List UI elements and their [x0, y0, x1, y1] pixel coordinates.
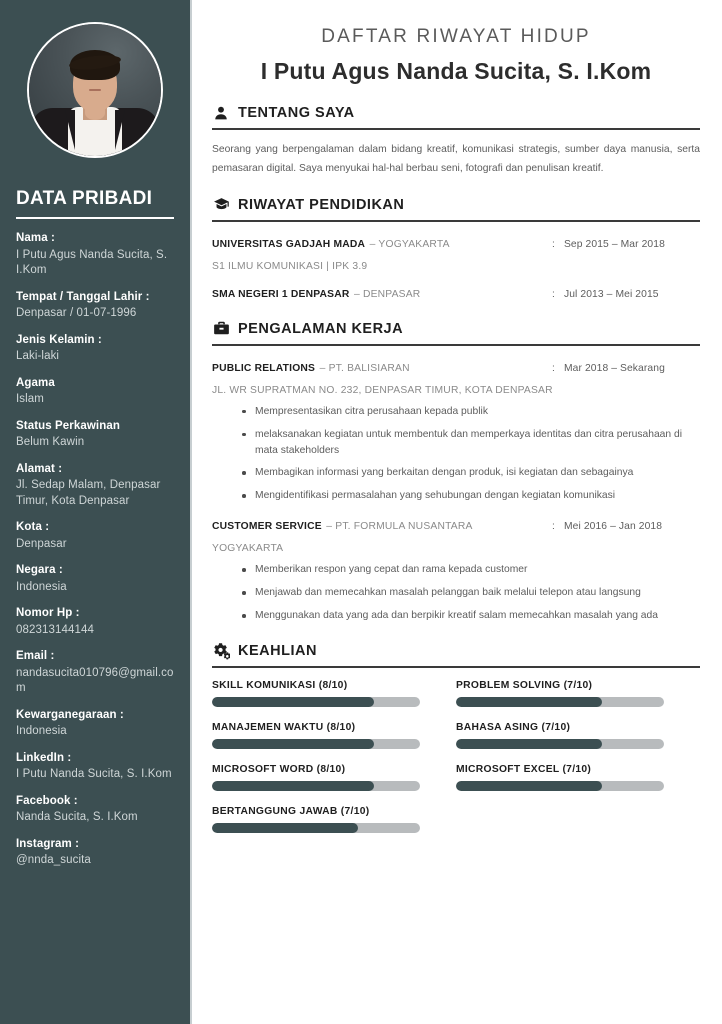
- list-item: [16, 563, 174, 595]
- field-value: 082313144144: [16, 623, 94, 636]
- sidebar: [0, 0, 190, 1024]
- field-value: Indonesia: [16, 580, 67, 593]
- entry-place: – PT. FORMULA NUSANTARA: [326, 521, 473, 533]
- avatar: [27, 22, 163, 158]
- entry-colon: :: [552, 238, 555, 250]
- list-item: Membagikan informasi yang berkaitan dengan produk, isi kegiatan dan sebagainya: [242, 465, 700, 481]
- main-content: [190, 0, 722, 1024]
- gears-icon: [212, 642, 230, 660]
- section-title: TENTANG SAYA: [238, 104, 355, 121]
- skill-progress-track: [212, 739, 420, 749]
- list-item: Mempresentasikan citra perusahaan kepada publik: [242, 404, 700, 420]
- list-item: Mengidentifikasi permasalahan yang sehubungan dengan kegiatan komunikasi: [242, 488, 700, 504]
- entry-colon: :: [552, 521, 555, 533]
- field-label: Alamat :: [16, 462, 63, 475]
- entry-colon: :: [552, 288, 555, 300]
- list-item: [16, 231, 174, 279]
- entry-colon: :: [552, 362, 555, 374]
- entry-org: UNIVERSITAS GADJAH MADA: [212, 238, 366, 250]
- list-item: [16, 520, 174, 552]
- field-label: Agama: [16, 376, 55, 389]
- list-item: Menjawab dan memecahkan masalah pelanggan baik melalui telepon atau langsung: [242, 585, 700, 601]
- list-item: [16, 794, 174, 826]
- field-label: Status Perkawinan: [16, 419, 120, 432]
- skill-item: [456, 764, 700, 791]
- skill-progress-fill: [456, 739, 602, 749]
- skill-label: BERTANGGUNG JAWAB (7/10): [212, 806, 370, 818]
- list-item: [16, 419, 174, 451]
- field-value: Jl. Sedap Malam, Denpasar Timur, Kota Denpasar: [16, 479, 161, 507]
- divider: [212, 344, 700, 346]
- entry-date-text: Sep 2015 – Mar 2018: [563, 238, 665, 250]
- entry-org: SMA NEGERI 1 DENPASAR: [212, 288, 350, 300]
- entry-place: – PT. BALISIARAN: [319, 362, 410, 374]
- field-label: Nomor Hp :: [16, 607, 80, 620]
- entry-date: [552, 289, 700, 300]
- field-label: Kewarganegaraan :: [16, 708, 124, 721]
- sidebar-title: DATA PRIBADI: [16, 188, 174, 219]
- divider: [212, 128, 700, 130]
- section-skills: [212, 642, 700, 848]
- skill-progress-fill: [212, 823, 358, 833]
- skill-label: MICROSOFT WORD (8/10): [212, 764, 346, 776]
- skill-progress-fill: [456, 781, 602, 791]
- experience-entry: [212, 516, 700, 624]
- entry-date-text: Mei 2016 – Jan 2018: [563, 521, 663, 533]
- field-value: Islam: [16, 393, 44, 406]
- entry-sub: S1 ILMU KOMUNIKASI | IPK 3.9: [212, 260, 368, 272]
- responsibility-list: [242, 404, 700, 505]
- entry-sub: JL. WR SUPRATMAN NO. 232, DENPASAR TIMUR, KOTA DENPASAR: [212, 384, 553, 396]
- list-item: melaksanakan kegiatan untuk membentuk dan memperkaya identitas dan citra perusahaan di mata stakeholders: [242, 427, 700, 459]
- field-value: I Putu Nanda Sucita, S. I.Kom: [16, 768, 172, 781]
- skill-progress-track: [456, 697, 664, 707]
- section-title: RIWAYAT PENDIDIKAN: [238, 196, 405, 213]
- field-label: Kota :: [16, 521, 50, 534]
- personal-data-list: [16, 231, 174, 869]
- skill-progress-fill: [212, 781, 374, 791]
- skill-label: MANAJEMEN WAKTU (8/10): [212, 722, 356, 734]
- list-item: Menggunakan data yang ada dan berpikir kreatif salam memecahkan masalah yang ada: [242, 608, 700, 624]
- field-value: Denpasar: [16, 537, 67, 550]
- skill-item: [212, 806, 456, 833]
- experience-entry: [212, 358, 700, 505]
- list-item: [16, 751, 174, 783]
- field-label: Nama :: [16, 232, 55, 244]
- field-value: Laki-laki: [16, 350, 60, 363]
- field-label: Email :: [16, 650, 55, 663]
- page-title: I Putu Agus Nanda Sucita, S. I.Kom: [260, 58, 652, 84]
- entry-date: [552, 521, 700, 532]
- skill-progress-fill: [212, 739, 374, 749]
- entry-date: [552, 239, 700, 250]
- divider: [212, 220, 700, 222]
- list-item: Memberikan respon yang cepat dan rama kepada customer: [242, 562, 700, 578]
- education-entry: [212, 284, 700, 302]
- briefcase-icon: [212, 320, 230, 338]
- field-value: Indonesia: [16, 725, 67, 738]
- entry-place: – DENPASAR: [353, 288, 421, 300]
- field-value: Belum Kawin: [16, 436, 85, 449]
- entry-org: PUBLIC RELATIONS: [212, 362, 316, 374]
- field-label: Facebook :: [16, 794, 78, 807]
- skill-item: [212, 722, 456, 749]
- skill-item: [456, 722, 700, 749]
- section-education: [212, 196, 700, 302]
- skill-item: [212, 680, 456, 707]
- section-about: [212, 104, 700, 178]
- field-value: I Putu Agus Nanda Sucita, S. I.Kom: [16, 248, 168, 277]
- skill-progress-track: [456, 781, 664, 791]
- skill-progress-track: [456, 739, 664, 749]
- entry-date-text: Jul 2013 – Mei 2015: [563, 288, 659, 300]
- skill-label: PROBLEM SOLVING (7/10): [456, 680, 593, 692]
- skill-item: [456, 680, 700, 707]
- skills-grid: [212, 680, 700, 848]
- list-item: [16, 290, 174, 322]
- entry-date-text: Mar 2018 – Sekarang: [563, 362, 665, 374]
- field-value: Denpasar / 01-07-1996: [16, 307, 137, 320]
- skill-progress-track: [212, 823, 420, 833]
- section-experience: [212, 320, 700, 625]
- field-label: Jenis Kelamin :: [16, 333, 102, 346]
- about-text: Seorang yang berpengalaman dalam bidang kreatif, komunikasi strategis, sumber daya manusia, serta pemasaran digital. Saya menyukai hal-hal berbau seni, fotografi dan penulisan kreatif.: [212, 143, 700, 174]
- list-item: [16, 376, 174, 408]
- field-label: Negara :: [16, 564, 63, 577]
- list-item: [16, 837, 174, 869]
- list-item: [16, 606, 174, 638]
- divider: [212, 666, 700, 668]
- entry-place: – YOGYAKARTA: [369, 238, 450, 250]
- skill-progress-fill: [212, 697, 374, 707]
- entry-date: [552, 363, 700, 374]
- list-item: [16, 462, 174, 510]
- document-kicker: DAFTAR RIWAYAT HIDUP: [321, 26, 591, 47]
- section-title: PENGALAMAN KERJA: [238, 320, 404, 337]
- skill-progress-track: [212, 697, 420, 707]
- list-item: [16, 649, 174, 697]
- field-label: Instagram :: [16, 837, 80, 850]
- graduation-cap-icon: [212, 196, 230, 214]
- education-entry: [212, 234, 700, 272]
- skill-label: MICROSOFT EXCEL (7/10): [456, 764, 592, 776]
- user-icon: [212, 104, 230, 122]
- responsibility-list: [242, 562, 700, 624]
- skill-label: BAHASA ASING (7/10): [456, 722, 571, 734]
- field-label: LinkedIn :: [16, 751, 72, 764]
- skill-progress-fill: [456, 697, 602, 707]
- skill-label: SKILL KOMUNIKASI (8/10): [212, 680, 348, 692]
- entry-org: CUSTOMER SERVICE: [212, 521, 322, 533]
- section-title: KEAHLIAN: [238, 643, 317, 660]
- field-value: nandasucita010796@gmail.com: [16, 666, 174, 695]
- list-item: [16, 708, 174, 740]
- field-label: Tempat / Tanggal Lahir :: [16, 290, 150, 303]
- entry-sub: YOGYAKARTA: [212, 543, 284, 555]
- list-item: [16, 333, 174, 365]
- field-value: @nnda_sucita: [16, 854, 91, 867]
- avatar-photo: [29, 24, 161, 156]
- field-value: Nanda Sucita, S. I.Kom: [16, 811, 138, 824]
- skill-item: [212, 764, 456, 791]
- skill-progress-track: [212, 781, 420, 791]
